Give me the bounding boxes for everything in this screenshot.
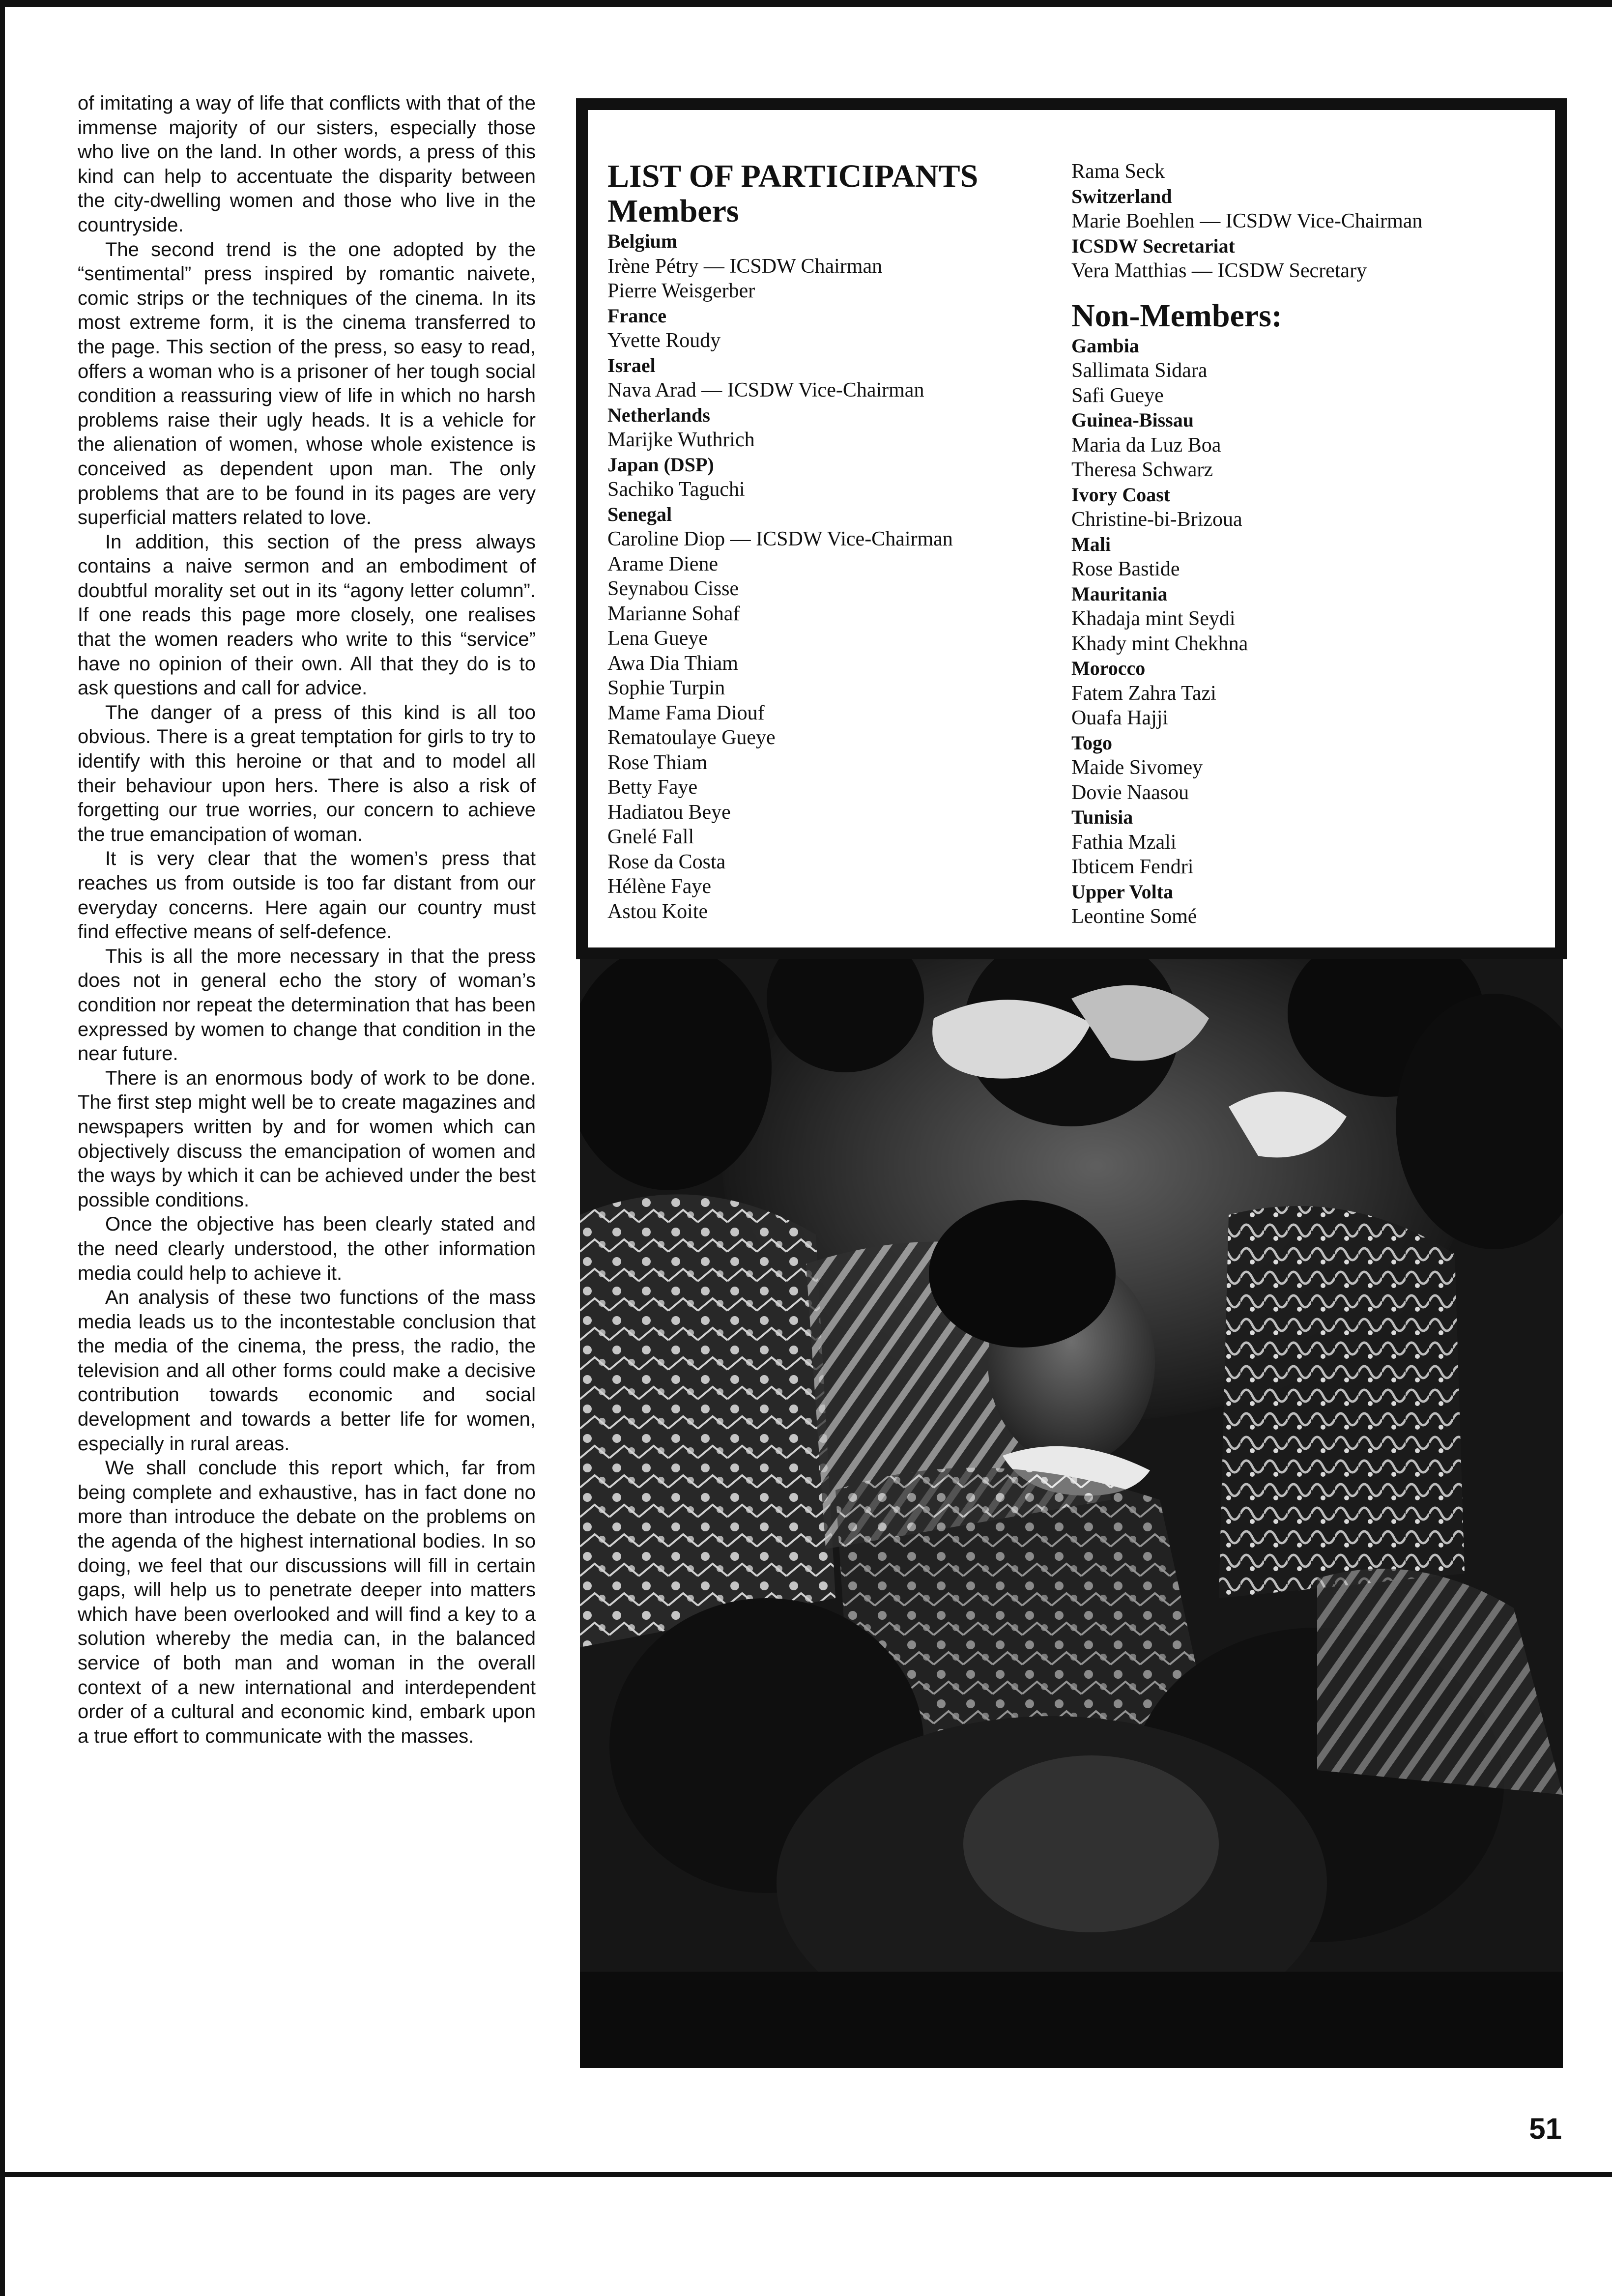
participant-country: Togo [1071,731,1113,754]
participant-country: ICSDW Secretariat [1071,234,1235,257]
participant-name: Nava Arad — ICSDW Vice-Chairman [607,379,924,402]
participants-right-column [1071,159,1563,929]
participant-name: Safi Gueye [1071,384,1164,407]
participant-name: Theresa Schwarz [1071,459,1213,481]
article-paragraph: The second trend is the one adopted by the “sentimental” press inspired by romantic naivete, comic strips or the techniques of the cinema. In its most extreme form, it is the cinema transferred to the page. This section of the press, so easy to read, offers a woman who is a prisoner of her tough social condition a reassuring view of life in which no harsh problems raise their ugly heads. It is a vehicle for the alienation of women, whose whole existence is conceived as dependent upon man. The only problems that are to be found in its pages are very superficial matters related to love. [78,238,536,529]
participant-name: Khadaja mint Seydi [1071,607,1236,630]
top-page-rule [0,0,1612,7]
participant-name: Sophie Turpin [607,677,725,699]
participant-name: Rose Thiam [607,751,708,774]
participant-name: Caroline Diop — ICSDW Vice-Chairman [607,528,953,550]
article-column [78,91,536,1749]
participant-country: Ivory Coast [1071,483,1171,506]
participant-name: Fatem Zahra Tazi [1071,682,1216,705]
participant-name: Astou Koite [607,900,708,923]
participant-country: Israel [607,354,656,376]
participant-name: Ouafa Hajji [1071,707,1169,729]
participant-name: Lena Gueye [607,627,708,650]
article-paragraph: An analysis of these two functions of the mass media leads us to the incontestable conclusion that the media of the cinema, the press, the radio, the television and all other forms could make a decisive contribution towards economic and social development and towards a better life for women, especially in rural areas. [78,1287,536,1455]
participant-country: Senegal [607,503,672,525]
participant-name: Hélène Faye [607,875,712,898]
participant-name: Ibticem Fendri [1071,856,1194,878]
participant-name: Rose da Costa [607,850,726,873]
bottom-page-rule [0,2172,1612,2177]
participant-name: Maide Sivomey [1071,756,1203,779]
participant-country: Switzerland [1071,185,1172,207]
participant-country: Mauritania [1071,582,1168,605]
members-heading: Members [607,193,739,229]
participant-name: Sachiko Taguchi [607,478,745,501]
participant-name: Vera Matthias — ICSDW Secretary [1071,259,1367,282]
article-paragraph: The danger of a press of this kind is all too obvious. There is a great temptation for girls to try to identify with this heroine or that and to model all their behaviour upon hers. There is also a risk of forgetting our true worries, our concern to achieve the true emancipation of woman. [78,701,536,845]
participant-name: Maria da Luz Boa [1071,433,1221,457]
participant-name: Gnelé Fall [607,826,694,848]
participant-name: Irène Pétry — ICSDW Chairman [607,255,883,278]
participants-list [607,159,1535,928]
participant-name: Fathia Mzali [1071,831,1177,854]
participant-name: Leontine Somé [1071,905,1197,928]
participants-left-column [607,159,1069,924]
participant-name: Marie Boehlen — ICSDW Vice-Chairman [1071,210,1423,232]
page-number: 51 [1529,2112,1562,2145]
participant-name: Arame Diene [607,552,719,575]
article-paragraph: Once the objective has been clearly stated and the need clearly understood, the other information media could help to achieve it. [78,1213,536,1284]
participant-name: Awa Dia Thiam [607,652,738,675]
article-paragraph: This is all the more necessary in that the press does not in general echo the story of woman’s condition nor repeat the determination that has been expressed by women to change that condition in the near future. [78,945,536,1065]
article-paragraph: We shall conclude this report which, far from being complete and exhaustive, has in fact done no more than introduce the debate on the problems on the agenda of the highest international bodies. In so doing, we feel that our discussions will fill in certain gaps, will help us to penetrate deeper into matters which have been overlooked and will find a key to a solution whereby the media can, in the balanced service of both man and woman in the overall context of a new international and interdependent order of a cultural and economic kind, embark upon a true effort to communicate with the masses. [78,1457,536,1747]
group-photo [580,959,1563,2068]
participant-name: Mame Fama Diouf [607,701,765,724]
participant-country: Japan (DSP) [607,453,714,476]
participant-country: Guinea-Bissau [1071,409,1194,431]
participant-country: Mali [1071,533,1111,555]
participant-name: Rama Seck [1071,160,1165,183]
participant-name: Pierre Weisgerber [607,280,755,302]
article-paragraph: In addition, this section of the press always contains a naive sermon and an embodiment of doubtful morality set out in its “agony letter column”. If one reads this page more closely, one realises that the women readers who write to this “service” have no opinion of their own. All that they do is to ask questions and call for advice. [78,531,536,699]
participant-name: Christine-bi-Brizoua [1071,508,1242,531]
participant-name: Marijke Wuthrich [607,429,755,451]
participant-name: Rose Bastide [1071,558,1180,580]
section-spacer [1071,284,1563,298]
participant-name: Khady mint Chekhna [1071,632,1248,655]
article-paragraph: of imitating a way of life that conflicts with that of the immense majority of our sisters, especially those who live on the land. In other words, a press of this kind can help to accentuate the disparity between the city-dwelling women and those who live in the countryside. [78,92,536,236]
article-paragraph: It is very clear that the women’s press that reaches us from outside is too far distant from our everyday concerns. Here again our country must find effective means of self-defence. [78,848,536,943]
participant-name: Yvette Roudy [607,329,721,352]
participant-country: Belgium [607,230,678,252]
participant-country: Upper Volta [1071,880,1174,903]
participant-country: Morocco [1071,657,1146,679]
participants-title: LIST OF PARTICIPANTS [607,158,979,194]
participant-name: Marianne Sohaf [607,602,740,625]
participant-name: Sallimata Sidara [1071,359,1208,382]
participant-name: Seynabou Cisse [607,577,739,600]
participant-country: France [607,304,666,327]
group-photo-image [580,959,1563,2068]
participants-box [576,98,1567,959]
left-page-rule [0,0,5,2296]
participant-name: Betty Faye [607,776,698,799]
participant-name: Hadiatou Beye [607,801,731,824]
participant-name: Dovie Naasou [1071,781,1189,804]
non-members-heading: Non-Members: [1071,297,1282,334]
participant-country: Tunisia [1071,806,1133,828]
article-paragraph: There is an enormous body of work to be done. The first step might well be to create magazines and newspapers written by and for women which can objectively discuss the emancipation of women and the ways by which it can be achieved under the best possible conditions. [78,1067,536,1211]
participant-country: Netherlands [607,403,710,426]
participant-name: Rematoulaye Gueye [607,726,776,749]
participant-country: Gambia [1071,334,1139,357]
